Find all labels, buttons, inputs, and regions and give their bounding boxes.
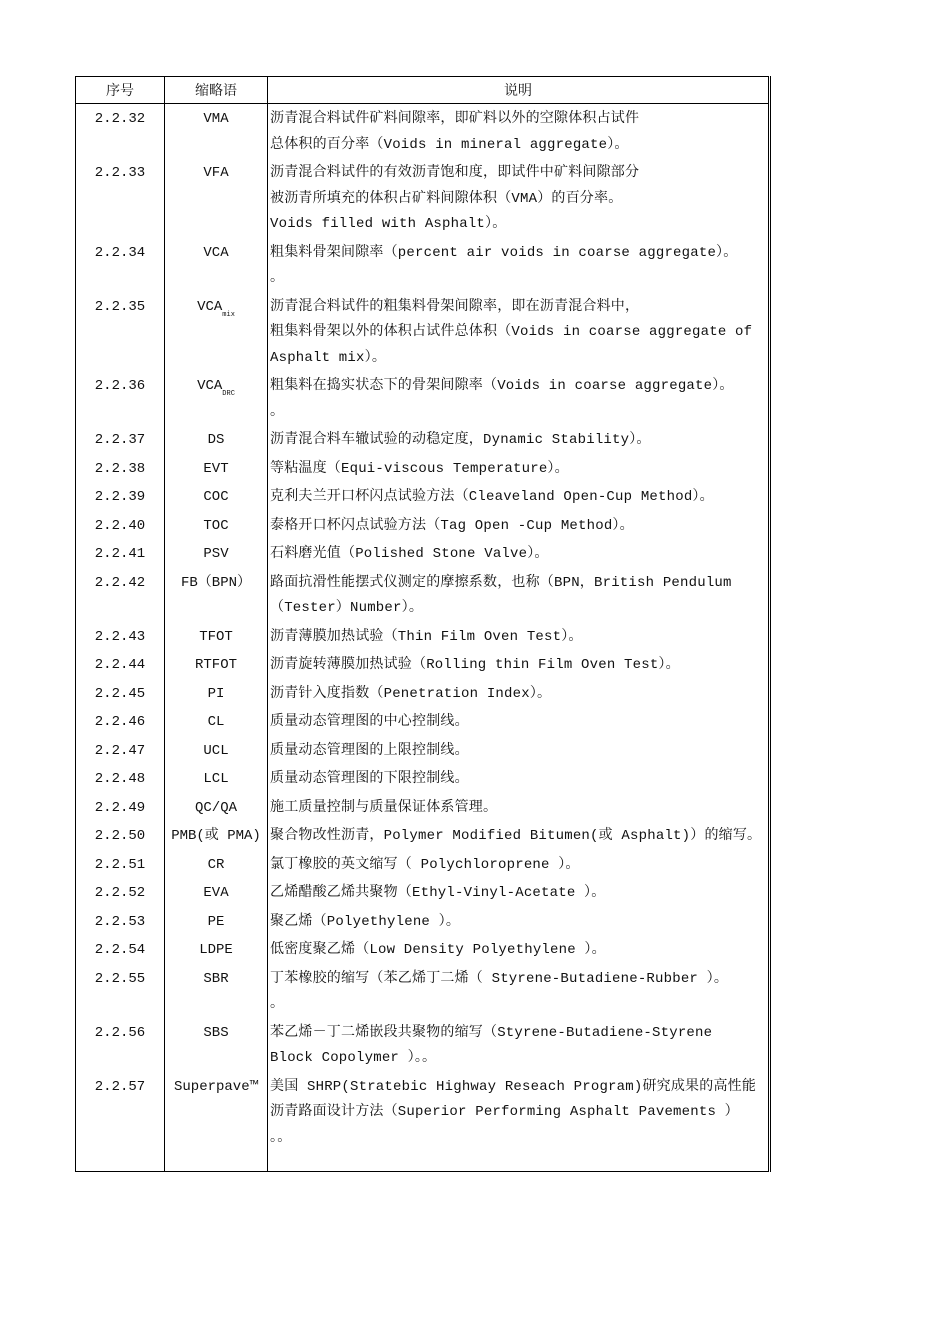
abbreviation-text: EVT — [203, 460, 229, 477]
row-abbreviation — [165, 238, 268, 292]
description-line: 聚合物改性沥青，Polymer Modified Bitumen(或 Asphalt)）的缩写。 — [270, 828, 762, 844]
row-number: 2.2.43 — [76, 622, 165, 651]
description-line: 乙烯醋酸乙烯共聚物（Ethyl-Vinyl-Acetate ）。 — [270, 885, 606, 901]
row-abbreviation — [165, 482, 268, 511]
description-line: 。 — [270, 996, 285, 1012]
row-number: 2.2.50 — [76, 821, 165, 850]
row-number: 2.2.56 — [76, 1018, 165, 1072]
row-description — [268, 454, 770, 483]
row-description — [268, 104, 770, 159]
table-body — [76, 104, 770, 1172]
abbreviation-text: COC — [203, 489, 229, 505]
description-line: 沥青混合料试件的粗集料骨架间隙率，即在沥青混合料中， — [270, 298, 640, 315]
description-line: 沥青混合料试件的有效沥青饱和度，即试件中矿料间隙部分 — [270, 165, 640, 181]
row-abbreviation — [165, 104, 268, 159]
description-line: Asphalt mix）。 — [270, 349, 387, 366]
table-row — [76, 793, 770, 822]
abbreviation-text: EVA — [203, 885, 229, 901]
row-abbreviation — [165, 511, 268, 540]
row-description — [268, 1018, 770, 1072]
filler-cell — [165, 1151, 268, 1172]
row-abbreviation — [165, 158, 268, 238]
abbreviation-table-page — [75, 76, 769, 1172]
row-number: 2.2.36 — [76, 371, 165, 425]
row-abbreviation — [165, 707, 268, 736]
row-abbreviation — [165, 539, 268, 568]
row-description — [268, 292, 770, 372]
description-line: 沥青旋转薄膜加热试验（Rolling thin Film Oven Test）。 — [270, 657, 680, 673]
description-line: 沥青薄膜加热试验（Thin Film Oven Test）。 — [270, 628, 583, 645]
description-line: 美国 SHRP(Stratebic Highway Reseach Program)研究成果的高性能 — [270, 1078, 757, 1095]
row-number: 2.2.40 — [76, 511, 165, 540]
abbreviation-text: FB（BPN） — [180, 574, 251, 591]
table-row — [76, 764, 770, 793]
description-line: 质量动态管理图的下限控制线。 — [270, 771, 469, 787]
abbreviation-subscript: mix — [222, 310, 235, 319]
row-number: 2.2.35 — [76, 292, 165, 372]
row-abbreviation — [165, 650, 268, 679]
description-line: 沥青针入度指数（Penetration Index）。 — [270, 685, 552, 702]
description-line: 质量动态管理图的上限控制线。 — [270, 742, 469, 759]
abbreviation-text: UCL — [203, 742, 229, 759]
abbreviation-text: QC/QA — [194, 799, 237, 816]
row-description — [268, 511, 770, 540]
row-number: 2.2.39 — [76, 482, 165, 511]
description-line: 质量动态管理图的中心控制线。 — [270, 714, 469, 730]
abbreviation-text: CR — [207, 856, 225, 873]
row-number: 2.2.33 — [76, 158, 165, 238]
description-line: 路面抗滑性能摆式仪测定的摩擦系数，也称（BPN，British Pendulum — [270, 574, 732, 591]
abbreviation-text: VCA — [197, 298, 223, 315]
row-abbreviation — [165, 1018, 268, 1072]
row-abbreviation — [165, 964, 268, 1018]
row-number: 2.2.51 — [76, 850, 165, 879]
table-row — [76, 736, 770, 765]
row-number: 2.2.53 — [76, 907, 165, 936]
row-abbreviation — [165, 736, 268, 765]
description-line: 施工质量控制与质量保证体系管理。 — [270, 799, 498, 816]
row-description — [268, 650, 770, 679]
description-line: 。。 — [270, 1129, 292, 1146]
row-abbreviation — [165, 935, 268, 964]
description-line: 被沥青所填充的体积占矿料间隙体积（VMA）的百分率。 — [270, 190, 623, 207]
row-abbreviation — [165, 371, 268, 425]
row-number: 2.2.46 — [76, 707, 165, 736]
table-row — [76, 371, 770, 425]
table-row — [76, 679, 770, 708]
row-number: 2.2.48 — [76, 764, 165, 793]
row-description — [268, 935, 770, 964]
abbreviation-text: VMA — [203, 111, 229, 127]
abbreviation-text: PI — [207, 685, 225, 702]
table-row — [76, 539, 770, 568]
row-description — [268, 679, 770, 708]
abbreviation-text: VCA — [203, 244, 229, 261]
row-abbreviation — [165, 907, 268, 936]
abbreviation-text: PE — [207, 913, 225, 930]
table-row — [76, 1018, 770, 1072]
table-row — [76, 511, 770, 540]
row-number: 2.2.52 — [76, 878, 165, 907]
table-row — [76, 1072, 770, 1152]
filler-cell — [76, 1151, 165, 1172]
abbreviation-text: TFOT — [199, 628, 233, 645]
abbreviation-text: PMB(或 PMA) — [171, 828, 261, 844]
row-number: 2.2.45 — [76, 679, 165, 708]
row-abbreviation — [165, 878, 268, 907]
row-description — [268, 793, 770, 822]
table-header-row — [76, 77, 770, 104]
abbreviation-table — [75, 76, 771, 1172]
abbreviation-text: LCL — [203, 771, 229, 787]
header-abbreviation: 缩略语 — [165, 77, 268, 104]
abbreviation-text: DS — [207, 432, 225, 448]
row-number: 2.2.42 — [76, 568, 165, 622]
table-row — [76, 454, 770, 483]
row-abbreviation — [165, 793, 268, 822]
row-description — [268, 964, 770, 1018]
description-line: 等粘温度（Equi-viscous Temperature）。 — [270, 460, 569, 477]
row-description — [268, 1072, 770, 1152]
row-description — [268, 482, 770, 511]
header-description: 说明 — [268, 77, 770, 104]
table-row — [76, 850, 770, 879]
abbreviation-text: SBS — [203, 1024, 229, 1041]
row-number: 2.2.34 — [76, 238, 165, 292]
table-row — [76, 907, 770, 936]
description-line: 沥青混合料车辙试验的动稳定度，Dynamic Stability）。 — [270, 432, 651, 448]
row-number: 2.2.44 — [76, 650, 165, 679]
row-number: 2.2.57 — [76, 1072, 165, 1152]
abbreviation-text: Superpave™ — [173, 1078, 258, 1095]
description-line: Voids filled with Asphalt）。 — [270, 216, 507, 232]
description-line: 聚乙烯（Polyethylene ）。 — [270, 913, 461, 930]
row-description — [268, 850, 770, 879]
description-line: 泰格开口杯闪点试验方法（Tag Open -Cup Method）。 — [270, 517, 634, 534]
row-description — [268, 371, 770, 425]
table-row — [76, 292, 770, 372]
row-number: 2.2.37 — [76, 425, 165, 454]
table-filler-row — [76, 1151, 770, 1172]
table-row — [76, 935, 770, 964]
row-abbreviation — [165, 568, 268, 622]
description-line: 沥青路面设计方法（Superior Performing Asphalt Pavements ） — [270, 1104, 739, 1120]
description-line: 。 — [270, 403, 285, 420]
row-description — [268, 238, 770, 292]
description-line: 沥青混合料试件矿料间隙率，即矿料以外的空隙体积占试件 — [270, 111, 640, 127]
row-description — [268, 622, 770, 651]
table-row — [76, 707, 770, 736]
description-line: Block Copolymer ）。。 — [270, 1050, 437, 1066]
row-description — [268, 907, 770, 936]
table-row — [76, 821, 770, 850]
row-abbreviation — [165, 679, 268, 708]
abbreviation-text: VFA — [203, 165, 229, 181]
row-abbreviation — [165, 1072, 268, 1152]
abbreviation-text: TOC — [203, 517, 229, 534]
row-abbreviation — [165, 821, 268, 850]
table-row — [76, 964, 770, 1018]
description-line: 总体积的百分率（Voids in mineral aggregate）。 — [270, 136, 629, 153]
table-row — [76, 158, 770, 238]
description-line: 低密度聚乙烯（Low Density Polyethylene ）。 — [270, 942, 606, 958]
description-line: 克利夫兰开口杯闪点试验方法（Cleaveland Open-Cup Method）。 — [270, 489, 714, 505]
description-line: 氯丁橡胶的英文缩写（ Polychloroprene ）。 — [270, 856, 580, 873]
abbreviation-text: PSV — [203, 546, 229, 562]
row-abbreviation — [165, 622, 268, 651]
table-row — [76, 878, 770, 907]
row-abbreviation — [165, 764, 268, 793]
description-line: 石料磨光值（Polished Stone Valve）。 — [270, 546, 549, 562]
row-description — [268, 764, 770, 793]
row-description — [268, 539, 770, 568]
description-line: 。 — [270, 270, 285, 286]
abbreviation-text: CL — [207, 714, 225, 730]
row-number: 2.2.49 — [76, 793, 165, 822]
table-row — [76, 238, 770, 292]
row-number: 2.2.32 — [76, 104, 165, 159]
description-line: 粗集料在捣实状态下的骨架间隙率（Voids in coarse aggregate）。 — [270, 378, 734, 394]
abbreviation-text: SBR — [203, 970, 229, 987]
description-line: 粗集料骨架以外的体积占试件总体积（Voids in coarse aggregate of — [270, 324, 753, 340]
abbreviation-text: VCA — [197, 378, 223, 394]
row-abbreviation — [165, 425, 268, 454]
abbreviation-text: RTFOT — [194, 657, 237, 673]
header-number: 序号 — [76, 77, 165, 104]
description-line: 丁苯橡胶的缩写（苯乙烯丁二烯（ Styrene-Butadiene-Rubber ）。 — [270, 970, 729, 987]
row-number: 2.2.38 — [76, 454, 165, 483]
row-number: 2.2.54 — [76, 935, 165, 964]
table-row — [76, 104, 770, 159]
row-description — [268, 707, 770, 736]
description-line: 粗集料骨架间隙率（percent air voids in coarse aggregate）。 — [270, 244, 738, 261]
abbreviation-subscript: DRC — [222, 390, 235, 398]
row-description — [268, 878, 770, 907]
row-description — [268, 425, 770, 454]
abbreviation-text: LDPE — [199, 942, 233, 958]
row-number: 2.2.47 — [76, 736, 165, 765]
table-row — [76, 482, 770, 511]
row-description — [268, 821, 770, 850]
row-abbreviation — [165, 454, 268, 483]
row-abbreviation — [165, 292, 268, 372]
filler-cell — [268, 1151, 770, 1172]
description-line: （Tester）Number）。 — [270, 600, 424, 616]
row-number: 2.2.41 — [76, 539, 165, 568]
row-abbreviation — [165, 850, 268, 879]
row-description — [268, 158, 770, 238]
row-number: 2.2.55 — [76, 964, 165, 1018]
description-line: 苯乙烯－丁二烯嵌段共聚物的缩写（Styrene-Butadiene-Styrene — [270, 1024, 713, 1041]
row-description — [268, 736, 770, 765]
table-row — [76, 622, 770, 651]
table-row — [76, 650, 770, 679]
table-row — [76, 568, 770, 622]
row-description — [268, 568, 770, 622]
table-row — [76, 425, 770, 454]
